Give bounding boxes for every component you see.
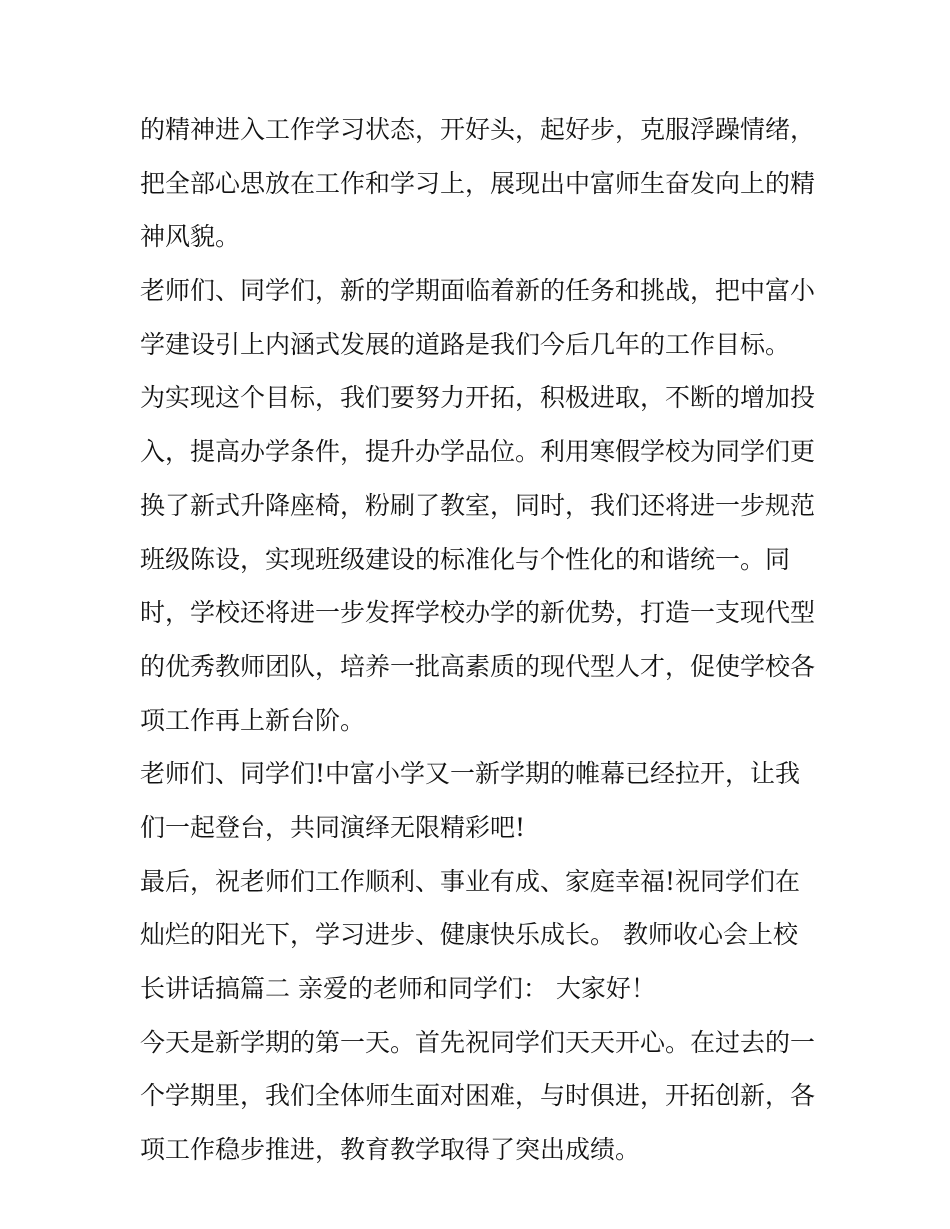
text-line: 时，学校还将进一步发挥学校办学的新优势，打造一支现代型 <box>140 598 816 628</box>
text-line: 的优秀教师团队，培养一批高素质的现代型人才，促使学校各 <box>140 651 816 681</box>
text-line: 把全部心思放在工作和学习上，展现出中富师生奋发向上的精 <box>140 168 816 198</box>
text-line: 的精神进入工作学习状态，开好头，起好步，克服浮躁情绪， <box>140 115 816 144</box>
document-body <box>140 103 820 1177</box>
text-line: 为实现这个目标，我们要努力开拓，积极进取，不断的增加投 <box>140 383 816 413</box>
text-line: 班级陈设，实现班级建设的标准化与个性化的和谐统一。同 <box>140 544 791 574</box>
text-line: 们一起登台，共同演绎无限精彩吧! <box>140 812 526 842</box>
text-line: 老师们、同学们，新的学期面临着新的任务和挑战，把中富小 <box>140 276 816 306</box>
text-line: 项工作再上新台阶。 <box>140 705 366 735</box>
text-line: 换了新式升降座椅，粉刷了教室，同时，我们还将进一步规范 <box>140 490 816 520</box>
text-line: 神风貌。 <box>140 222 241 252</box>
text-line: 学建设引上内涵式发展的道路是我们今后几年的工作目标。 <box>140 329 791 359</box>
text-line: 灿烂的阳光下，学习进步、健康快乐成长。 教师收心会上校 <box>140 920 798 950</box>
text-line: 长讲话搞篇二 亲爱的老师和同学们： 大家好！ <box>140 974 656 1003</box>
text-line: 个学期里，我们全体师生面对困难，与时俱进，开拓创新，各 <box>140 1081 816 1111</box>
text-line: 老师们、同学们!中富小学又一新学期的帷幕已经拉开，让我 <box>140 759 801 789</box>
text-line: 今天是新学期的第一天。首先祝同学们天天开心。在过去的一 <box>140 1027 816 1057</box>
text-line: 入，提高办学条件，提升办学品位。利用寒假学校为同学们更 <box>140 437 816 467</box>
text-line: 项工作稳步推进，教育教学取得了突出成绩。 <box>140 1135 641 1165</box>
text-line: 最后，祝老师们工作顺利、事业有成、家庭幸福!祝同学们在 <box>140 866 801 896</box>
